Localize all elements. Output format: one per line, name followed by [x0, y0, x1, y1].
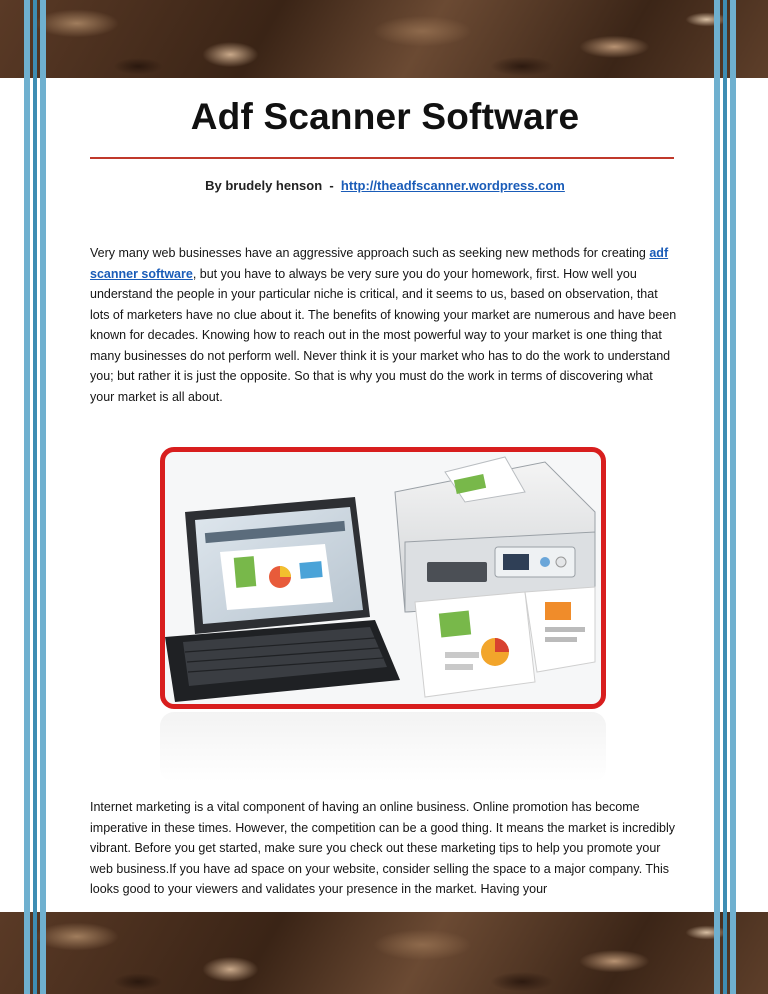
keyword-link[interactable]: adf scanner software [90, 246, 669, 281]
left-border-stripe [24, 0, 30, 994]
title-divider [90, 157, 674, 159]
printed-documents [415, 587, 595, 697]
page-title: Adf Scanner Software [190, 96, 580, 137]
byline [90, 178, 680, 193]
marble-header-band [0, 0, 768, 78]
marketing-paragraph: Internet marketing is a vital component of having an online business. Online promotion has become imperative in these times. However, the competition can be a good thing. It means the market is incredibly vibrant. Before you get started, make sure you check out these marketing tips to help you promote your web business.If you have ad space on your website, consider selling the space to a major company. This looks good to your viewers and validates your presence in the market. Having your [90, 800, 676, 896]
marble-footer-band [0, 912, 768, 994]
left-border-stripe [40, 0, 46, 994]
left-border-stripe [33, 0, 37, 994]
right-border-stripe [714, 0, 720, 994]
scanner-laptop-figure [160, 447, 606, 709]
scanner-illustration [165, 452, 601, 704]
intro-text-end: , but you have to always be very sure you do your homework, first. How well you understand the people in your particular niche is critical, and it seems to us, based on observation, that lots of marketers have no clue about it. The benefits of knowing your market are numerous and have been known for decades. Knowing how to reach out in the most powerful way to your market is one thing that many businesses do not perform well. Never think it is your market who has to do the work to understand you; but rather it is just the opposite. So that is why you must do the work in terms of discovering what your market is all about. [90, 266, 677, 404]
byline-link[interactable]: http://theadfscanner.wordpress.com [340, 178, 565, 193]
byline-author: By brudely henson - [205, 178, 341, 193]
intro-paragraph [90, 243, 680, 407]
intro-text-start: Very many web businesses have an aggressive approach such as seeking new methods for creating [90, 246, 650, 260]
laptop [165, 497, 400, 702]
figure-reflection [160, 712, 606, 782]
right-border-stripe [730, 0, 736, 994]
right-border-stripe [723, 0, 727, 994]
